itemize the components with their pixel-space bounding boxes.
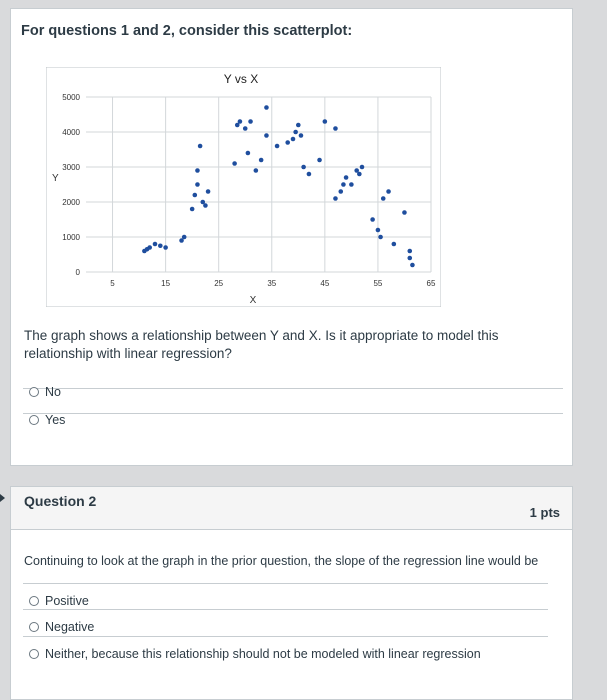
question-2-points: 1 pts xyxy=(529,505,560,520)
radio-icon[interactable] xyxy=(29,596,39,606)
data-point xyxy=(243,126,248,131)
question-1-text: The graph shows a relationship between Y and X. Is it appropriate to model this relationship with linear regression? xyxy=(24,328,499,361)
data-point xyxy=(307,172,312,177)
data-point xyxy=(291,137,296,142)
x-tick-label: 35 xyxy=(267,279,277,288)
data-point xyxy=(370,217,375,222)
answer-negative[interactable] xyxy=(29,620,94,634)
data-point xyxy=(158,243,163,248)
data-point xyxy=(206,189,211,194)
y-axis-label: Y xyxy=(52,173,59,184)
answer-no-label: No xyxy=(45,385,61,399)
x-tick-label: 65 xyxy=(426,279,436,288)
data-point xyxy=(232,161,237,166)
data-point xyxy=(153,242,158,247)
radio-icon[interactable] xyxy=(29,415,39,425)
question-2-card xyxy=(10,486,573,700)
x-tick-label: 15 xyxy=(161,279,171,288)
answer-no[interactable] xyxy=(29,385,61,399)
data-point xyxy=(299,133,304,138)
data-point xyxy=(238,119,243,124)
radio-icon[interactable] xyxy=(29,649,39,659)
data-point xyxy=(344,175,349,180)
data-point xyxy=(357,172,362,177)
data-point xyxy=(254,168,259,173)
y-tick-label: 3000 xyxy=(62,163,80,172)
data-point xyxy=(407,249,412,254)
data-point xyxy=(275,144,280,149)
radio-icon[interactable] xyxy=(29,387,39,397)
data-point xyxy=(378,235,383,240)
data-point xyxy=(410,263,415,268)
data-point xyxy=(376,228,381,233)
chart-title: Y vs X xyxy=(223,72,259,86)
data-point xyxy=(248,119,253,124)
data-point xyxy=(296,123,301,128)
data-point xyxy=(402,210,407,215)
intro-text: For questions 1 and 2, consider this scatterplot: xyxy=(21,23,353,39)
x-tick-label: 5 xyxy=(110,279,115,288)
x-tick-label: 55 xyxy=(373,279,383,288)
divider xyxy=(23,413,563,414)
data-point xyxy=(285,140,290,145)
question-pointer-icon xyxy=(0,494,5,502)
question-2-title: Question 2 xyxy=(24,493,97,509)
answer-yes[interactable] xyxy=(29,413,65,427)
data-point xyxy=(360,165,365,170)
data-point xyxy=(163,245,168,250)
data-point xyxy=(333,126,338,131)
data-point xyxy=(381,196,386,201)
data-point xyxy=(293,130,298,135)
data-point xyxy=(341,182,346,187)
scatterplot xyxy=(46,67,441,307)
divider xyxy=(23,388,563,389)
question-1-card xyxy=(10,8,573,466)
data-point xyxy=(349,182,354,187)
x-tick-label: 45 xyxy=(320,279,330,288)
data-point xyxy=(259,158,264,163)
divider xyxy=(23,583,548,584)
data-point xyxy=(317,158,322,163)
data-point xyxy=(386,189,391,194)
data-point xyxy=(264,133,269,138)
radio-icon[interactable] xyxy=(29,622,39,632)
answer-positive-label: Positive xyxy=(45,594,89,608)
data-point xyxy=(195,168,200,173)
data-point xyxy=(333,196,338,201)
question-2-text: Continuing to look at the graph in the prior question, the slope of the regression line would be xyxy=(24,554,539,568)
divider xyxy=(23,636,548,637)
data-point xyxy=(203,203,208,208)
x-tick-label: 25 xyxy=(214,279,224,288)
data-point xyxy=(246,151,251,156)
plot-frame xyxy=(46,67,441,307)
y-tick-label: 2000 xyxy=(62,198,80,207)
data-point xyxy=(195,182,200,187)
answer-positive[interactable] xyxy=(29,594,89,608)
data-point xyxy=(147,245,152,250)
data-point xyxy=(301,165,306,170)
data-point xyxy=(193,193,198,198)
answer-yes-label: Yes xyxy=(45,413,66,427)
y-tick-label: 0 xyxy=(75,268,80,277)
data-point xyxy=(198,144,203,149)
divider xyxy=(23,609,548,610)
data-point xyxy=(182,235,187,240)
y-tick-label: 5000 xyxy=(62,93,80,102)
x-axis-label: X xyxy=(249,295,257,306)
data-point xyxy=(264,105,269,110)
data-point xyxy=(323,119,328,124)
data-point xyxy=(392,242,397,247)
data-point xyxy=(338,189,343,194)
answer-neither[interactable] xyxy=(29,647,481,661)
y-tick-label: 1000 xyxy=(62,233,80,242)
question-2-header xyxy=(11,487,572,530)
answer-negative-label: Negative xyxy=(45,620,95,634)
data-point xyxy=(190,207,195,212)
y-tick-label: 4000 xyxy=(62,128,80,137)
data-point xyxy=(407,256,412,261)
answer-neither-label: Neither, because this relationship should not be modeled with linear regression xyxy=(45,647,481,661)
